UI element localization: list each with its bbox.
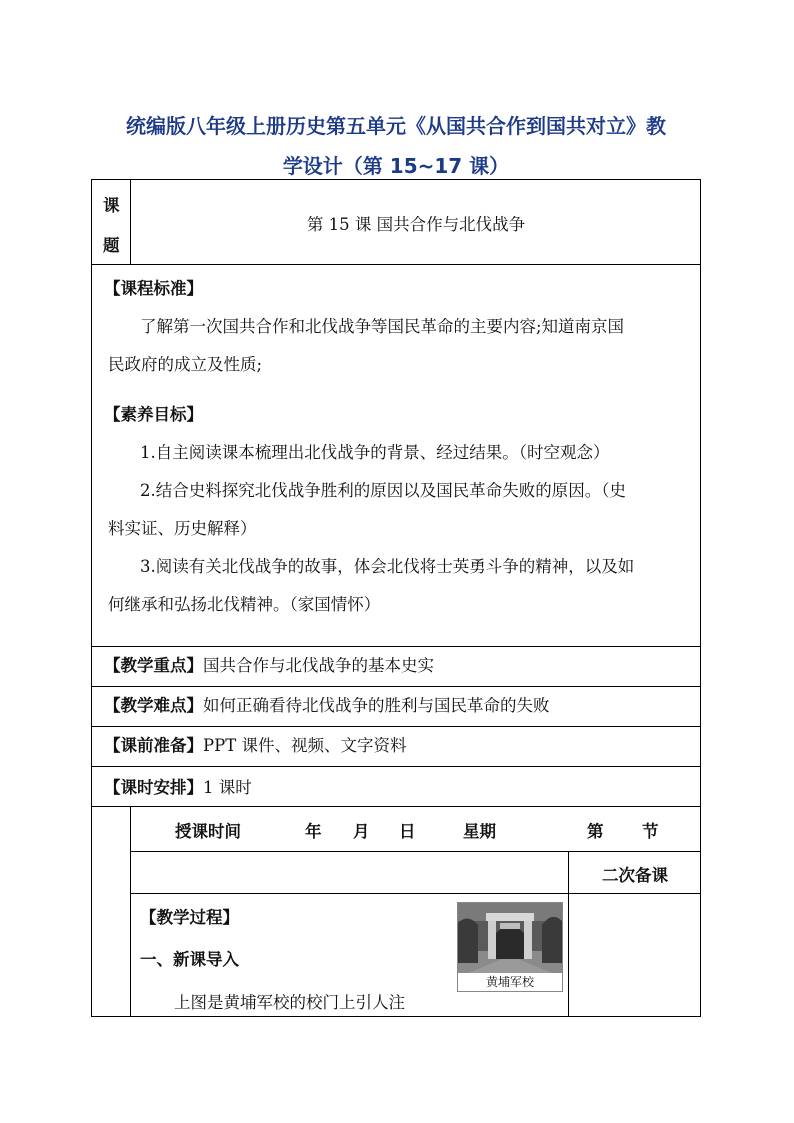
intro-text: 上图是黄埔军校的校门上引人注	[174, 993, 405, 1012]
standard-line-2: 民政府的成立及性质;	[108, 355, 263, 374]
month-label: 月	[353, 822, 370, 841]
year-label: 年	[305, 822, 322, 841]
column-divider	[130, 806, 131, 1016]
standard-text	[108, 308, 688, 384]
goal-3-line-2: 何继承和弘扬北伐精神。（家国情怀）	[108, 595, 381, 614]
day-label: 日	[399, 822, 416, 841]
goal-2-line-1: 2.结合史料探究北伐战争胜利的原因以及国民革命失败的原因。（史	[140, 481, 626, 500]
prep-row	[104, 732, 406, 756]
difficulty-row	[104, 692, 550, 716]
row-divider	[92, 726, 700, 727]
weekday-label: 星期	[463, 822, 496, 841]
topic-value: 第 15 课 国共合作与北伐战争	[306, 215, 526, 234]
standard-line-1: 了解第一次国共合作和北伐战争等国民革命的主要内容;知道南京国	[140, 317, 625, 336]
key-label: 【教学重点】	[104, 656, 203, 675]
title-line-1: 统编版八年级上册历史第五单元《从国共合作到国共对立》教	[126, 114, 666, 138]
row-divider	[92, 686, 700, 687]
period-di-label: 第	[587, 822, 604, 841]
document-title	[86, 106, 706, 186]
key-value: 国共合作与北伐战争的基本史实	[203, 656, 434, 675]
difficulty-value: 如何正确看待北伐战争的胜利与国民革命的失败	[203, 696, 550, 715]
gate-image	[458, 903, 562, 973]
photo-caption: 黄埔军校	[485, 975, 534, 989]
row-divider	[130, 851, 700, 852]
goals-label: 【素养目标】	[104, 405, 203, 424]
row-divider	[92, 264, 700, 265]
row-divider	[92, 766, 700, 767]
lesson-plan-table	[91, 179, 701, 1017]
whampoa-gate-photo	[457, 902, 563, 992]
goal-2-line-2: 料实证、历史解释）	[108, 519, 257, 538]
second-prep-header: 二次备课	[602, 866, 668, 885]
row-divider	[92, 646, 700, 647]
title-line-2: 学设计（第 15~17 课）	[282, 154, 510, 178]
prep-label: 【课前准备】	[104, 736, 203, 755]
process-label: 【教学过程】	[140, 908, 239, 927]
goals-text	[108, 434, 688, 624]
intro-heading: 一、新课导入	[140, 950, 239, 969]
row-divider	[92, 806, 700, 807]
goal-3-line-1: 3.阅读有关北伐战争的故事，体会北伐将士英勇斗争的精神，以及如	[140, 557, 635, 576]
row-divider	[130, 893, 700, 894]
prep-value: PPT 课件、视频、文字资料	[203, 736, 407, 755]
schedule-value: 1 课时	[203, 778, 252, 797]
standard-label: 【课程标准】	[104, 279, 203, 298]
key-row	[104, 652, 434, 676]
period-jie-label: 节	[642, 822, 659, 841]
time-label: 授课时间	[175, 822, 241, 841]
difficulty-label: 【教学难点】	[104, 696, 203, 715]
topic-label-char-2: 题	[103, 236, 120, 255]
schedule-label: 【课时安排】	[104, 778, 203, 797]
schedule-row	[104, 774, 252, 798]
topic-label-char-1: 课	[103, 196, 120, 215]
goal-1: 1.自主阅读课本梳理出北伐战争的背景、经过结果。（时空观念）	[140, 443, 610, 462]
